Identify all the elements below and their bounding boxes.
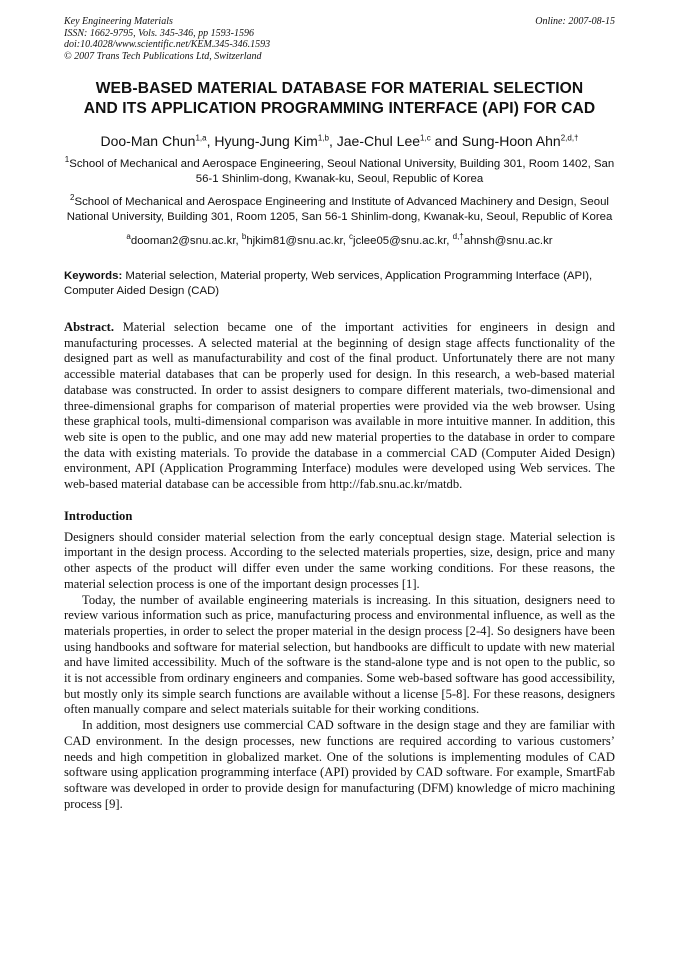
online-date: Online: 2007-08-15	[535, 16, 615, 27]
affiliation-text: School of Mechanical and Aerospace Engineering, Seoul National University, Building 301, Room 1402, San 56-1 Shinlim-dong, Kwanak-ku, Seoul, Republic of Korea	[69, 158, 615, 185]
abstract	[64, 320, 615, 493]
keywords-text: Material selection, Material property, Web services, Application Programming Interface (API), Computer Aided Design (CAD)	[64, 270, 593, 297]
author-name: Hyung-Jung Kim	[214, 133, 318, 149]
paragraph: In addition, most designers use commercial CAD software in the design stage and they are familiar with CAD environment. In the design processes, new functions are required according to various customers’ needs and high competition in globalized market. One of the solutions is implementing modules of CAD software using application programming interface (API) provided by CAD software. For example, SmartFab software was developed in order to provide design for manufacturing (DFM) knowledge of micro machining process [9].	[64, 718, 615, 811]
paper-title	[64, 79, 615, 119]
journal-copyright: © 2007 Trans Tech Publications Ltd, Switzerland	[64, 50, 262, 62]
paper-title-line-1: WEB-BASED MATERIAL DATABASE FOR MATERIAL SELECTION	[95, 80, 584, 97]
author-affiliation-marker: 2,d,†	[560, 133, 579, 143]
section-heading-introduction: Introduction	[64, 508, 133, 523]
email-marker: a	[126, 232, 131, 242]
paper-page	[64, 16, 615, 812]
author-emails	[64, 234, 615, 249]
journal-header	[64, 16, 615, 62]
email-marker: d,†	[452, 232, 464, 242]
affiliation-marker: 2	[70, 193, 75, 203]
email-address: ahnsh@snu.ac.kr	[463, 235, 553, 247]
author-separator: ,	[206, 133, 215, 149]
abstract-text: Material selection became one of the important activities for engineers in design and manufacturing processes. A selected material at the beginning of design stage affects functionality of the designed part as well as manufacturability and cost of the final product. Unfortunately there are not many accessible material databases that can be properly used for design. In this research, a web-based material database was constructed. In order to assist designers to compare different materials, two-dimensional and three-dimensional graphs for comparison of material properties were provided via the web browser. Using these graphical tools, multi-dimensional comparison was available in more intuitive manner. In addition, this web site is open to the public, and one may add new material properties to the database in order to compare the data with existing materials. To provide the database in a commercial CAD (Computer Aided Design) environment, API (Application Programming Interface) modules were developed using Web services. The web-based material database can be accessible from http://fab.snu.ac.kr/matdb.	[64, 320, 616, 492]
author-name: Sung-Hoon Ahn	[461, 133, 561, 149]
affiliation-1	[64, 157, 615, 187]
author-name: Jae-Chul Lee	[336, 133, 421, 149]
email-marker: c	[349, 232, 354, 242]
affiliation-marker: 1	[64, 155, 70, 165]
author-separator: ,	[328, 133, 337, 149]
author-name: Doo-Man Chun	[100, 133, 196, 149]
author-affiliation-marker: 1,b	[317, 133, 329, 143]
paragraph: Today, the number of available engineering materials is increasing. In this situation, designers need to review various information such as price, manufacturing process and environmental influence, as well as the materials properties, in order to select the proper material in the design process [2-4]. So designers have been using handbooks and software for material selection, but handbooks are difficult to update with new material and have limited accessibility. Much of the software is the stand-alone type and is not open to the public, so it is not accessible from ordinary engineers and companies. Some web-based software has good accessibility, but mostly only its simple search functions are available without a license [5-8]. For these reasons, designers often manually compare and select materials suitable for their working conditions.	[64, 592, 615, 717]
affiliation-text: School of Mechanical and Aerospace Engineering and Institute of Advanced Machinery and Design, Seoul National University, Building 301, Room 1205, San 56-1 Shinlim-dong, Kwanak-ku, Seoul, Republic of Korea	[66, 196, 613, 223]
author-list	[64, 132, 615, 150]
keywords	[64, 269, 615, 299]
paper-title-line-2: AND ITS APPLICATION PROGRAMMING INTERFACE (API) FOR CAD	[83, 100, 596, 117]
journal-name: Key Engineering Materials	[64, 16, 173, 27]
keywords-label: Keywords:	[64, 270, 123, 282]
email-address: jclee05@snu.ac.kr,	[353, 235, 453, 247]
author-affiliation-marker: 1,a	[195, 133, 207, 143]
journal-doi: doi:10.4028/www.scientific.net/KEM.345-346.1593	[64, 39, 271, 50]
affiliation-2	[64, 195, 615, 225]
author-affiliation-marker: 1,c	[420, 133, 431, 143]
paragraph: Designers should consider material selection from the early conceptual design stage. Material selection is important in the design process. According to the selected materials properties, size, design, price and many other aspects of the product will differ even under the same working conditions. For these reasons, the material selection process is one of the important design processes [1].	[64, 529, 615, 591]
email-address: hjkim81@snu.ac.kr,	[246, 235, 350, 247]
email-marker: b	[241, 232, 247, 242]
author-separator: and	[430, 133, 462, 149]
abstract-label: Abstract.	[64, 320, 115, 334]
email-address: dooman2@snu.ac.kr,	[130, 235, 242, 247]
journal-issn: ISSN: 1662-9795, Vols. 345-346, pp 1593-1596	[64, 27, 254, 39]
